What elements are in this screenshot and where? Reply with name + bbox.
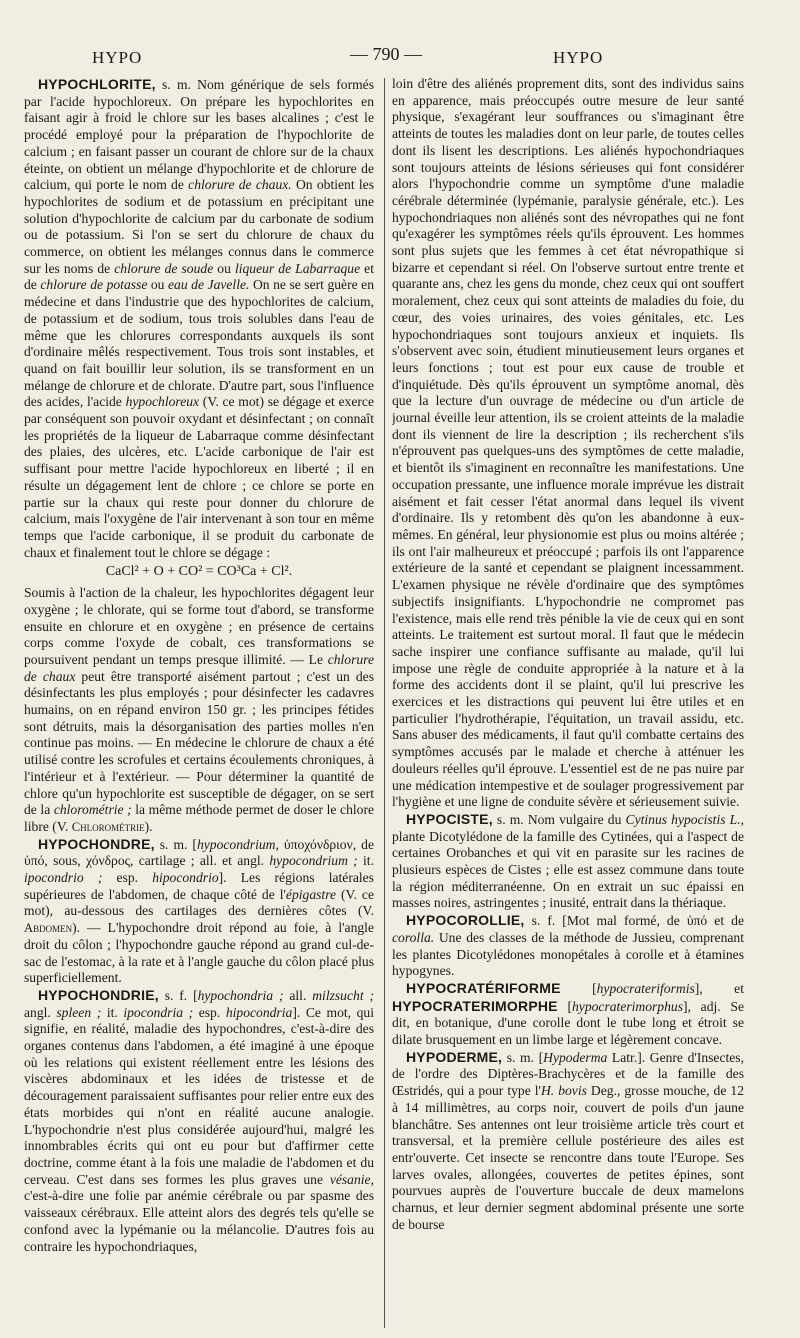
entry-text: (V. ce mot), au-dessous des cartilages des dernières côtes (V. bbox=[24, 886, 374, 919]
italic-term: Hypoderma bbox=[543, 1049, 608, 1065]
entry-text: esp. bbox=[193, 1004, 226, 1020]
right-column bbox=[392, 76, 744, 1328]
entry-hypochondre bbox=[24, 836, 374, 987]
entry-text: esp. bbox=[102, 870, 153, 886]
entry-text: et de bbox=[24, 260, 374, 293]
italic-term: chlorure de potasse bbox=[40, 277, 148, 293]
italic-term: hypocrateriformis bbox=[596, 980, 695, 996]
header-right-word: HYPO bbox=[553, 48, 604, 67]
entry-text: la même méthode permet de doser le chlore libre (V. bbox=[24, 802, 374, 834]
headword-hypoderme: HYPODERME, bbox=[406, 1048, 503, 1065]
entry-text: On ne se sert guère en médecine et dans l'industrie que des hypochlorites de calcium, de potassium et de sodium, tous trois solubles dans l'eau de même que les chlorures correspondants auxquels ils sont d'ordinaire mêlés respectivement. Tous trois sont instables, et quand on fait bouillir leur solution, ils se transforment en un mélange de chlorure et de chlorate. D'autre part, sous l'influence des acides, l'acide bbox=[24, 277, 374, 410]
entry-text: s. m. [ bbox=[502, 1049, 544, 1065]
italic-term: chlorure de soude bbox=[114, 260, 214, 276]
italic-term: ipocondria ; bbox=[123, 1004, 194, 1020]
italic-term: H. bovis bbox=[540, 1083, 587, 1099]
italic-term: épigastre bbox=[285, 886, 337, 902]
entry-hypoderme bbox=[392, 1049, 744, 1234]
entry-text: (V. ce mot) se dégage et exerce par conséquent son pouvoir oxydant et désinfectant ; on connaît les propriétés de la liqueur de Labarraque comme désinfectant des plaies, des ulcères, etc. L'acide carbonique de l'air est suffisant pour mettre l'acide hypochloreux en liberté ; il en résulte un dégagement lent de chlore ; ce chlore se porte en partie sur la chaux qui reste pour donner du chlorure de calcium, mais l'oxygène de l'air intervenant à son tour en même temps que l'acide carbonique, il se produit du carbonate de chaux et finalement tout le chlore se dégage : bbox=[24, 394, 374, 560]
entry-text: s. m. Nom vulgaire du bbox=[492, 811, 626, 827]
entry-text: s. f. [ bbox=[158, 987, 198, 1003]
header-left-word: HYPO bbox=[92, 48, 143, 67]
italic-term: vésanie, bbox=[329, 1171, 374, 1187]
cross-reference: Abdomen bbox=[24, 921, 73, 936]
headword-hypochondrie: HYPOCHONDRIE, bbox=[38, 986, 159, 1003]
entry-text: all. bbox=[283, 987, 313, 1003]
entry-text: c'est-à-dire une folie par anémie cérébrale ou par spasme des vaisseaux cérébraux. Elle atteint alors des degrés tels qu'elle se confond avec la lypémanie ou la mélancolie. D'autres fois au contraire les hypochondriaques, bbox=[24, 1188, 374, 1254]
entry-hypochlorite bbox=[24, 76, 374, 561]
entry-hypociste bbox=[392, 811, 744, 912]
italic-term: ipocondrio ; bbox=[24, 870, 103, 886]
entry-text: s. m. [ bbox=[154, 836, 197, 852]
headword-hypocraterimorphe: HYPOCRATERIMORPHE bbox=[392, 997, 558, 1014]
italic-term: hypocondrium, bbox=[196, 836, 279, 852]
italic-term: spleen ; bbox=[56, 1004, 102, 1020]
italic-term: milzsucht ; bbox=[312, 987, 374, 1003]
entry-hypocrateriforme bbox=[392, 980, 744, 1049]
italic-term: corolla. bbox=[392, 929, 435, 945]
entry-text: plante Dicotylédone de la famille des Cytinées, qui a l'aspect de certaines Orobanches et qui vit en parasite sur les racines de plusieurs espèces de Cistes ; elle est assez commune dans toute la région méditerranéenne. On en extrait un suc épaissi en masses noires, astringentes ; inusité, entrait dans la thériaque. bbox=[392, 828, 744, 911]
column-divider bbox=[384, 78, 385, 1328]
italic-term: hipocondrio bbox=[152, 870, 219, 886]
cross-reference: Chlorométrie bbox=[71, 819, 145, 834]
entry-text: it. bbox=[101, 1004, 124, 1020]
entry-text: [ bbox=[557, 998, 572, 1014]
entry-text: s. f. [Mot mal formé, de ὑπό et de bbox=[524, 913, 744, 929]
entry-text: On obtient les hypochlorites de sodium et de potassium en précipitant une solution d'hypochlorite de calcium par du carbonate de sodium ou de potassium. Si l'on se sert du chlorure de chaux du commerce, on obtient les mélanges connus dans le commerce sur les noms de bbox=[24, 177, 374, 276]
entry-hypochondrie bbox=[24, 987, 374, 1255]
italic-term: hypochondria ; bbox=[197, 987, 284, 1003]
entry-text: it. bbox=[357, 853, 374, 869]
entry-text: peut être transporté aisément partout ; c'est un des désinfectants les plus employés ; pour désinfecter les cadavres humains, on en répand environ 150 gr. ; les principes fétides sont détruits, mais la désorganisation des parties molles n'en continue pas moins. — En médecine le chlorure de chaux a été utilisé contre les scrofules et certains écoulements chroniques, à l'intérieur et à l'extérieur. — Pour déterminer la quantité de chlore qu'un hypochlorite est susceptible de dégager, on se sert de la bbox=[24, 668, 374, 818]
italic-term: Cytinus hypocistis L., bbox=[625, 811, 744, 827]
entry-text: [ bbox=[560, 980, 597, 996]
left-column bbox=[24, 76, 374, 1328]
italic-term: eau de Javelle. bbox=[168, 277, 250, 293]
entry-text: ou bbox=[213, 260, 235, 276]
entry-text: Deg., grosse mouche, de 12 à 14 millimètres, au corps noir, couvert de poils d'un jaune blanchâtre. Ses antennes ont leur troisième article très court et transversal, et la première cellule postérieure des ailes est entr'ouverte. Cet insecte se rencontre dans toute l'Europe. Ses larves ovales, allongées, couvertes de petites épines, sont pourvues auprès de l'ouverture buccale de deux mamelons charnus, et leur dernier segment abdominal présente une sorte de bourse bbox=[392, 1083, 744, 1232]
headword-hypocrateriforme: HYPOCRATÉRIFORME bbox=[406, 979, 561, 996]
entry-hypochondrie-continued: loin d'être des aliénés proprement dits, sont des individus sains en apparence, mais préoccupés outre mesure de leur santé physique, s'exagérant leur souffrances ou s'imaginant être atteints de toutes les maladies dont on leur parle, de toutes celles dont ils lisent les descriptions. Les aliénés hypochondriaques sont toujours atteints de lésions sérieuses qui font considérer alors l'hypochondrie comme un symptôme d'une maladie cérébrale déterminée (lypémanie, paralysie générale, etc.). Les hypochondriaques non aliénés sont des névropathes qui ne font qu'exagérer les symptômes réels qu'ils éprouvent. Les hommes sont plus sujets que les femmes à cet état névropathique si bizarre et cependant si réel. On l'observe surtout entre trente et quarante ans, chez les gens du monde, chez ceux qui ont souffert moralement, chez ceux qui sont atteints de maladies du foie, du cœur, des voies urinaires, des voies génitales, etc. Les hypochondriaques sont toujours anxieux et inquiets. Ils s'observent avec soin, étudient minutieusement leurs organes et leurs fonctions ; tout est pour eux cause de trouble et d'inquiétude. Dès qu'ils éprouvent un symptôme anomal, dès que la lecture d'un ouvrage de médecine ou d'un article de journal éveille leur attention, ils se croient atteints de la maladie dont ils viennent de lire la description ; ils recherchent s'ils n'éprouvent pas quelques-uns des symptômes de cette maladie, et bientôt ils s'imaginent en reconnaître les manifestations. Une occupation pressante, une influence morale imprévue les distrait aisément et fait cesser l'état anormal dans lequel ils vivent d'ordinaire. Ils y retombent dès qu'on les abandonne à eux-mêmes. En général, leur physionomie est plus ou moins altérée ; ils ont l'air malheureux et préoccupé ; parfois ils ont l'apparence extérieure de la santé et cependant se plaignent incessamment. L'examen physique ne révèle d'ordinaire que des symptômes subjectifs insignifiants. L'hypochondrie ne compromet pas l'existence, mais elle rend très pénible la vie de ceux qui en sont atteints. Le traitement est surtout moral. Il faut que le médecin sache inspirer une confiance suffisante au malade, qu'il lui impose une règle de conduite appropriée à la nature et à la forme des accidents dont il se plaint, qu'il lui prescrive les exercices et les distractions qui peuvent lui être utiles et en particulier l'hydrothérapie, l'équitation, un travail assidu, etc. Sans abuser des médicaments, il faut qu'il combatte certains des symptômes accusés par le malade et cherche à atténuer les douleurs réelles qu'il éprouve. L'essentiel est de ne pas nuire par une médication intempestive et de soulager progressivement par l'hygiène et une ligne de conduite sévère et sérieusement suivie. bbox=[392, 76, 744, 810]
entry-text: ]. Ce mot, qui signifie, en réalité, maladie des hypochondres, c'est-à-dire des organes contenus dans l'abdomen, a été imaginé à une époque où les relations qui existent réellement entre les lésions des viscères abdominaux et les idées de tristesse et de découragement paraissaient suffisantes pour relier entre eux des états morbides qui n'ont en réalité aucune analogie. L'hypochondrie n'est plus considérée aujourd'hui, malgré les innombrables écrits qui ont eu pour but d'affirmer cette doctrine, comme étant à la fois une maladie de l'abdomen et du cerveau. C'est dans ses formes les plus graves une bbox=[24, 1004, 374, 1187]
italic-term: chlorure de chaux. bbox=[188, 177, 292, 193]
entry-text: ], et bbox=[694, 980, 744, 996]
italic-term: hipocondria bbox=[225, 1004, 293, 1020]
entry-text: Latr.]. Genre d'Insectes, de l'ordre des Diptères-Brachycères et de la famille des Œstridés, qui a pour type l' bbox=[392, 1049, 744, 1099]
entry-text: ). bbox=[144, 818, 153, 834]
entry-text: Une des classes de la méthode de Jussieu, comprenant les plantes Dicotylédones monopétales à corolle et à étamines hypogynes. bbox=[392, 929, 744, 979]
chemical-equation: CaCl² + O + CO² = CO³Ca + Cl². bbox=[105, 564, 293, 580]
entry-text: ]. Les régions latérales supérieures de l'abdomen, de chaque côté de l' bbox=[24, 870, 374, 902]
headword-hypociste: HYPOCISTE, bbox=[406, 810, 493, 827]
headword-hypochondre: HYPOCHONDRE, bbox=[38, 835, 155, 852]
italic-term: liqueur de Labarraque bbox=[234, 260, 361, 276]
italic-term: hypocondrium ; bbox=[269, 853, 358, 869]
headword-hypochlorite: HYPOCHLORITE, bbox=[38, 76, 156, 92]
greek-term: ὑποχόνδριον, bbox=[278, 836, 357, 852]
entry-text: angl. bbox=[24, 1004, 57, 1020]
page-number: — 790 — bbox=[350, 44, 422, 64]
entry-text: ], adj. Se dit, en botanique, d'une corolle dont le tube long et étroit se dilate brusquement en un limbe large et légèrement concave. bbox=[392, 998, 744, 1048]
entry-text: Soumis à l'action de la chaleur, les hypochlorites dégagent leur oxygène ; le chlorate, qui se forme tout d'abord, se transforme ensuite en chlorure et en oxygène ; en présence de certains corps comme l'oxyde de cobalt, ces transformations se poursuivent pendant un temps presque illimité. — Le bbox=[24, 585, 374, 667]
headword-hypocorollie: HYPOCOROLLIE, bbox=[406, 912, 525, 929]
entry-hypochlorite-cont bbox=[24, 585, 374, 836]
entry-text: ). — L'hypochondre droit répond au foie, à l'angle droit du côlon ; l'hypochondre gauche répond au grand cul-de-sac de l'estomac, à la rate et à l'angle gauche du côlon placé plus superficiellement. bbox=[24, 920, 374, 986]
entry-hypocorollie bbox=[392, 912, 744, 980]
entry-text: ou bbox=[147, 277, 169, 293]
italic-term: chlorométrie ; bbox=[53, 802, 132, 818]
italic-term: chlorure de chaux bbox=[24, 651, 374, 684]
entry-text: de ὑπό, sous, χόνδρος, cartilage ; all. et angl. bbox=[24, 836, 374, 869]
italic-term: hypochloreux bbox=[125, 394, 200, 410]
running-header bbox=[0, 44, 800, 74]
italic-term: hypocraterimorphus bbox=[571, 998, 683, 1014]
entry-text: s. m. Nom générique de sels formés par l'acide hypochloreux. On prépare les hypochlorites en faisant agir à froid le chlore sur les bases alcalines ; c'est le procédé employé pour la préparation de l'hypochlorite de calcium ; en faisant passer un courant de chlore sur de la chaux éteinte, on obtient un mélange d'hypochlorite et de chlorure de calcium, qui porte le nom de bbox=[24, 77, 374, 193]
